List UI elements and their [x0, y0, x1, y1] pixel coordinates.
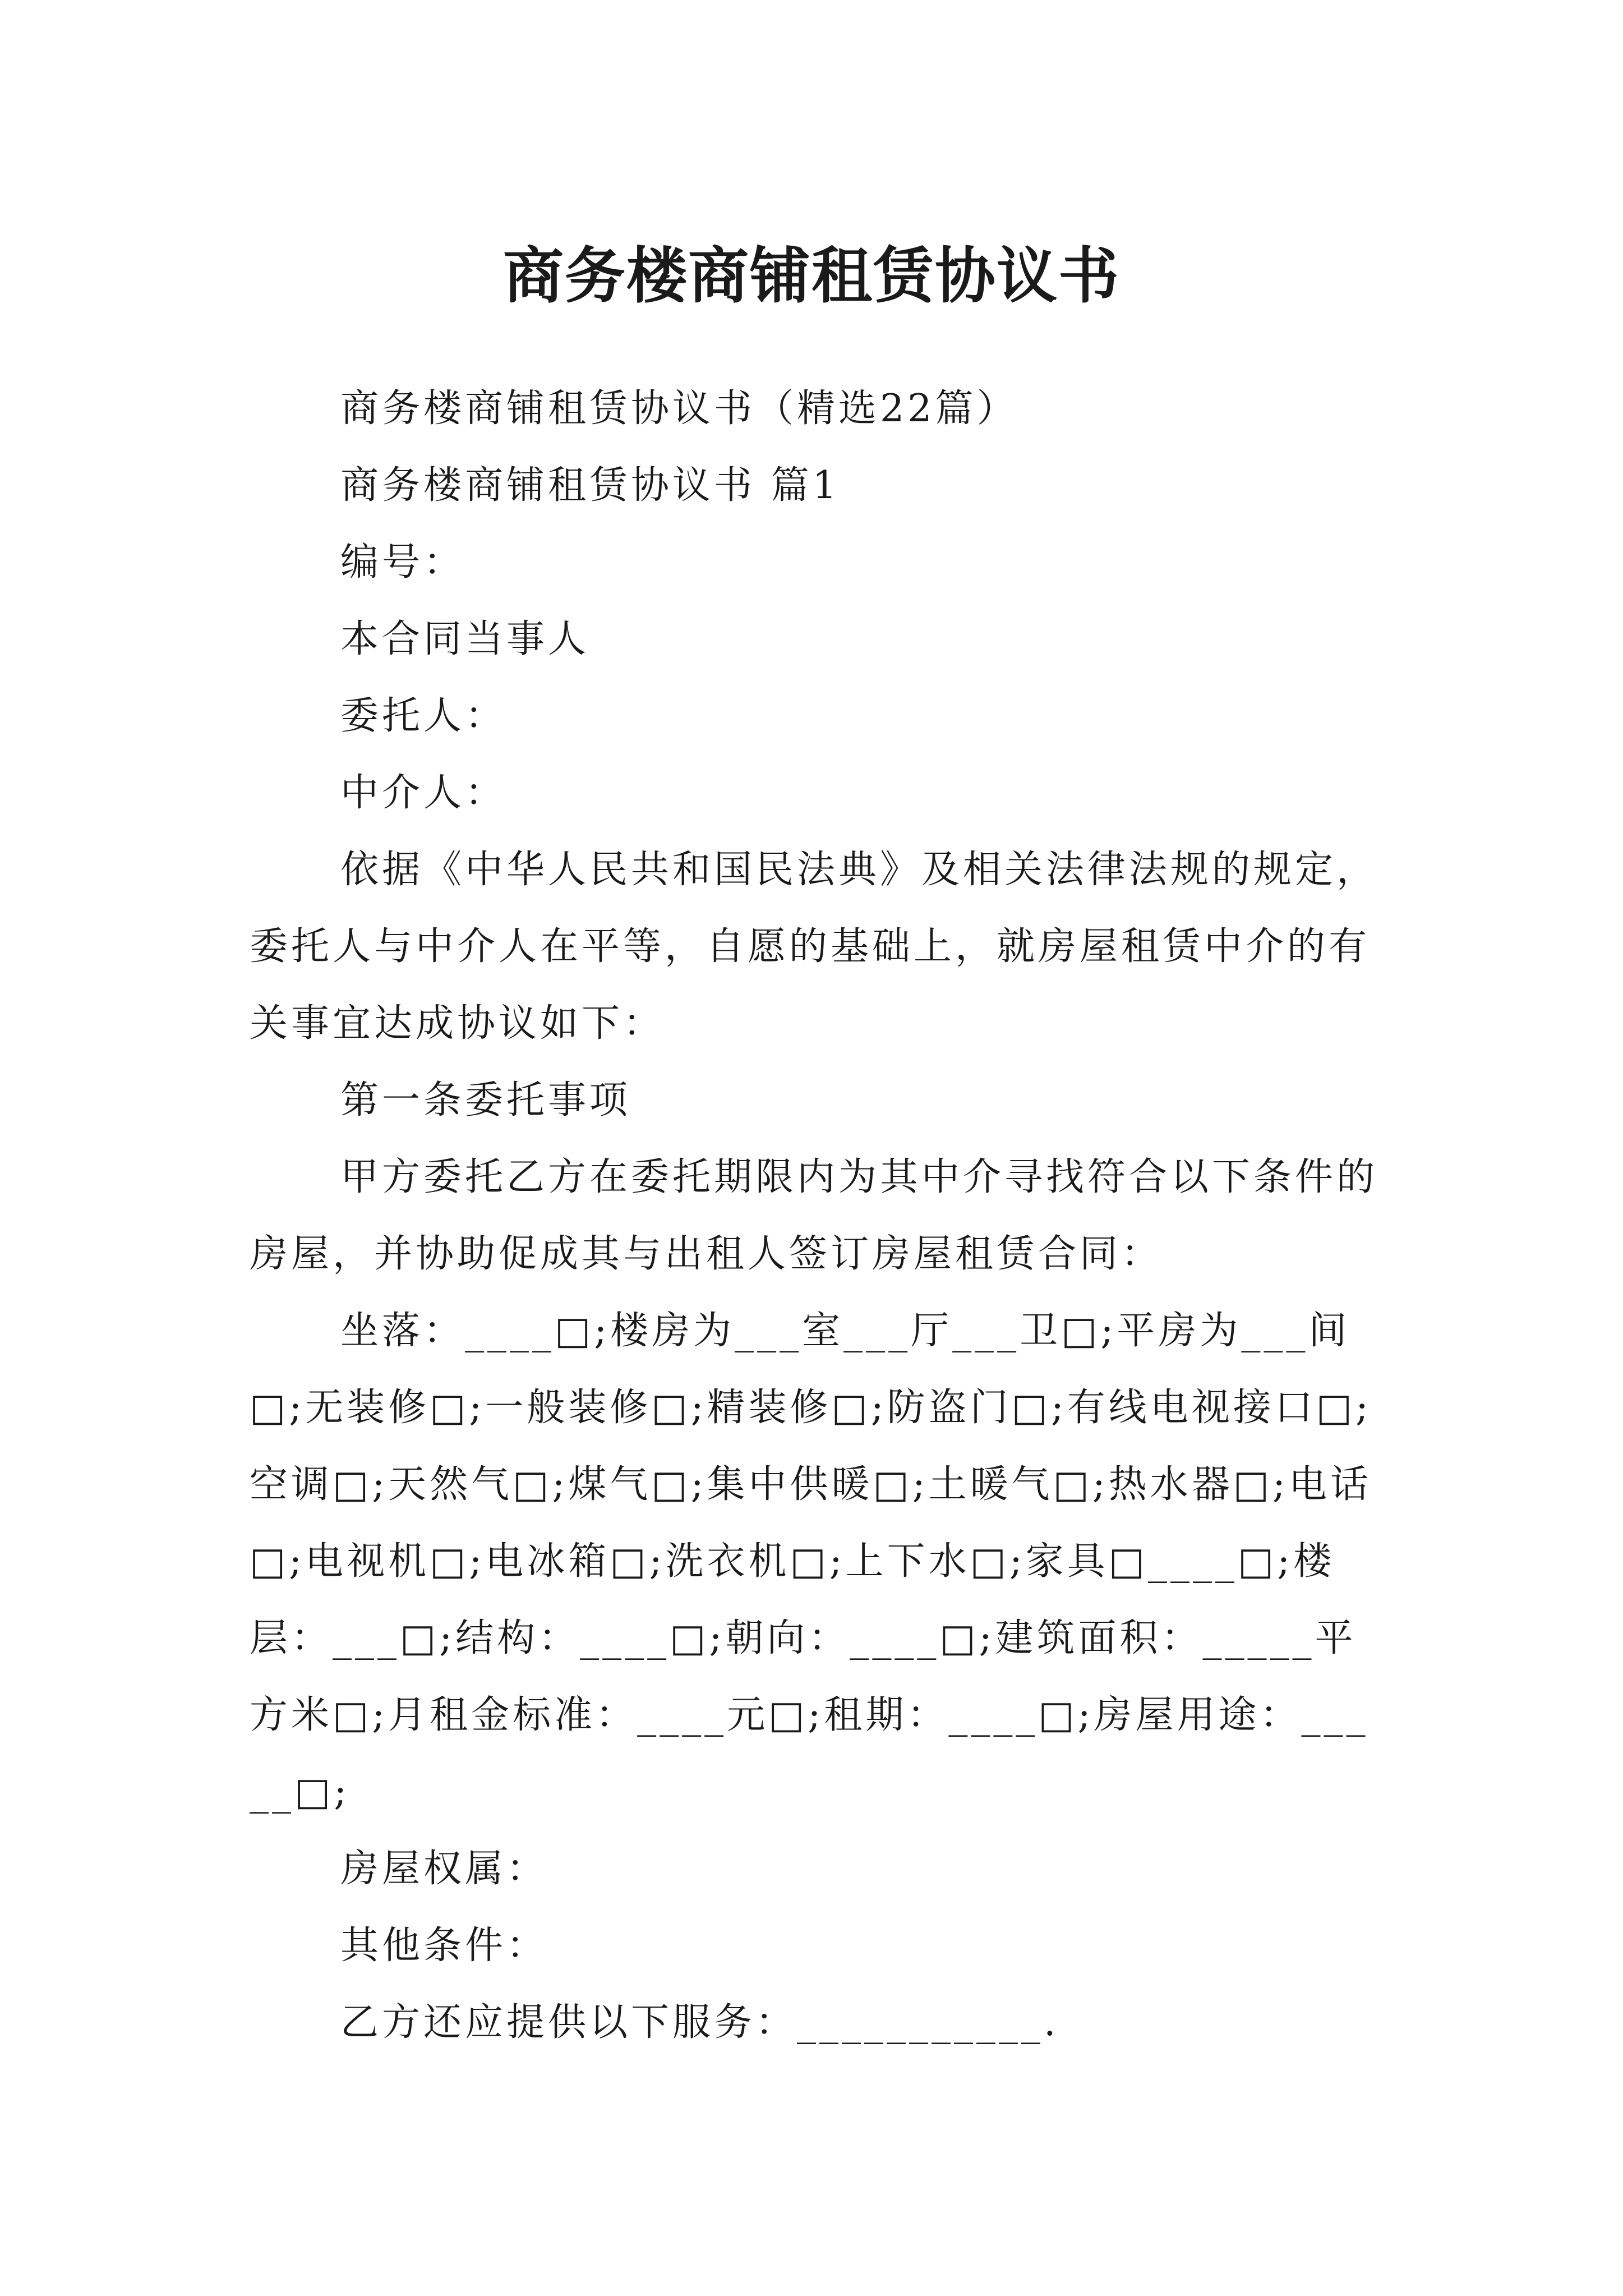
paragraph-number-field: 编号：: [340, 540, 465, 585]
paragraph-parties: 本合同当事人: [340, 617, 590, 661]
paragraph-commission: 甲方委托乙方在委托期限内为其中介寻找符合以下条件的房屋，并协助促成其与出租人签订房屋租赁合同：: [250, 1155, 1378, 1276]
paragraph-services: 乙方还应提供以下服务：___________.: [340, 2000, 1059, 2045]
document-title: 商务楼商铺租赁协议书: [502, 241, 1120, 312]
paragraph-section-heading: 商务楼商铺租赁协议书 篇1: [340, 463, 840, 508]
paragraph-subtitle: 商务楼商铺租赁协议书（精选22篇）: [340, 386, 1018, 431]
paragraph-legal-basis: 依据《中华人民共和国民法典》及相关法律法规的规定，委托人与中介人在平等，自愿的基础上，就房屋租赁中介的有关事宜达成协议如下：: [250, 848, 1378, 1046]
paragraph-ownership: 房屋权属：: [340, 1847, 548, 1891]
paragraph-property-details: 坐落：____□;楼房为___室___厅___卫□;平房为___间□;无装修□;一般装修□;精装修□;防盗门□;有线电视接口□;空调□;天然气□;煤气□;集中供暖□;土暖气□;热水器□;电话□;电视机□;电冰箱□;洗衣机□;上下水□;家具□____□;楼层：___□;结构：____□;朝向：____□;建筑面积：_____平方米□;月租金标准：____元□;租期：____□;房屋用途：_____□;: [250, 1309, 1372, 1814]
paragraph-client-field: 委托人：: [340, 694, 507, 738]
paragraph-article-1-heading: 第一条委托事项: [340, 1078, 631, 1122]
paragraph-other-conditions: 其他条件：: [340, 1924, 548, 1968]
document-body: [250, 370, 1388, 2061]
paragraph-agent-field: 中介人：: [340, 771, 507, 815]
